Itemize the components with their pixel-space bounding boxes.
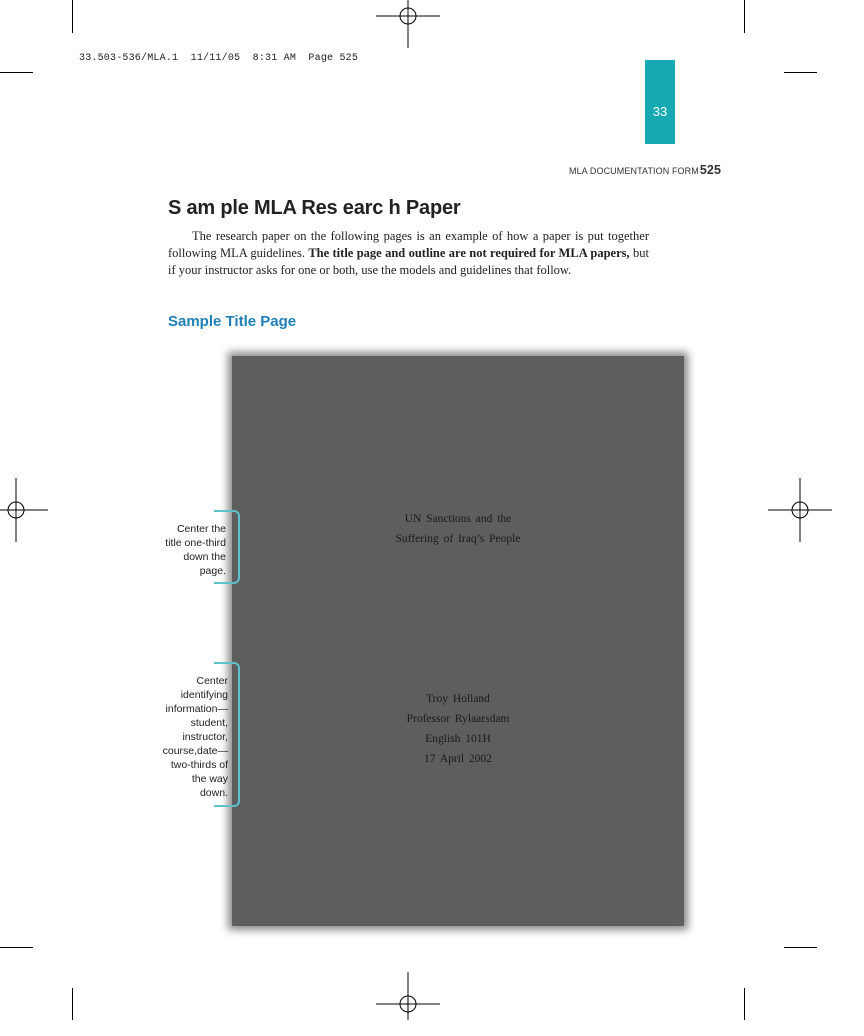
crop-mark xyxy=(784,947,817,948)
crop-mark xyxy=(72,0,73,33)
crop-mark xyxy=(784,72,817,73)
intro-text: The research paper on the following pages is an example of how a paper is put together following MLA guidelines. xyxy=(168,229,649,260)
intro-bold-text: The title page and outline are not required for MLA papers, xyxy=(308,246,630,260)
registration-mark-icon xyxy=(0,478,48,542)
crop-mark xyxy=(744,0,745,33)
registration-mark-icon xyxy=(376,0,440,48)
info-placement-note: Center identifying information— student, instructor, course,date— two-thirds of the way down. xyxy=(162,675,228,799)
chapter-tab xyxy=(645,60,675,144)
sample-course: English 101H xyxy=(425,733,491,745)
intro-text-end: but if your instructor asks for one or both, use the models and guidelines that follow. xyxy=(168,246,649,277)
sample-paper-title xyxy=(232,509,684,549)
chapter-tab-number: 33 xyxy=(652,104,668,119)
section-subheading: Sample Title Page xyxy=(168,313,297,330)
printer-slug-line: 33.503-536/MLA.1 11/11/05 8:31 AM Page 525 xyxy=(79,53,359,64)
sample-title-page xyxy=(232,356,684,926)
title-placement-note: Center the title one-third down the page. xyxy=(165,523,226,577)
crop-mark xyxy=(0,72,33,73)
sample-title-line: UN Sanctions and the xyxy=(404,513,512,525)
crop-mark xyxy=(744,988,745,1020)
crop-mark xyxy=(0,947,33,948)
running-head-label: MLA DOCUMENTATION FORM xyxy=(568,166,699,176)
intro-paragraph xyxy=(168,228,649,279)
registration-mark-icon xyxy=(768,478,832,542)
page-number: 525 xyxy=(699,163,721,177)
annotation-bracket xyxy=(214,510,240,584)
sample-instructor: Professor Rylaarsdam xyxy=(406,713,510,725)
sample-author: Troy Holland xyxy=(426,693,490,705)
sample-date: 17 April 2002 xyxy=(424,753,492,765)
registration-mark-icon xyxy=(376,972,440,1036)
sample-title-line: Suffering of Iraq’s People xyxy=(395,533,521,545)
running-head xyxy=(569,163,721,177)
crop-mark xyxy=(72,988,73,1020)
annotation-bracket xyxy=(214,662,240,807)
sample-identifying-info xyxy=(232,689,684,769)
page-title: S am ple MLA Res earc h Paper xyxy=(168,197,461,219)
